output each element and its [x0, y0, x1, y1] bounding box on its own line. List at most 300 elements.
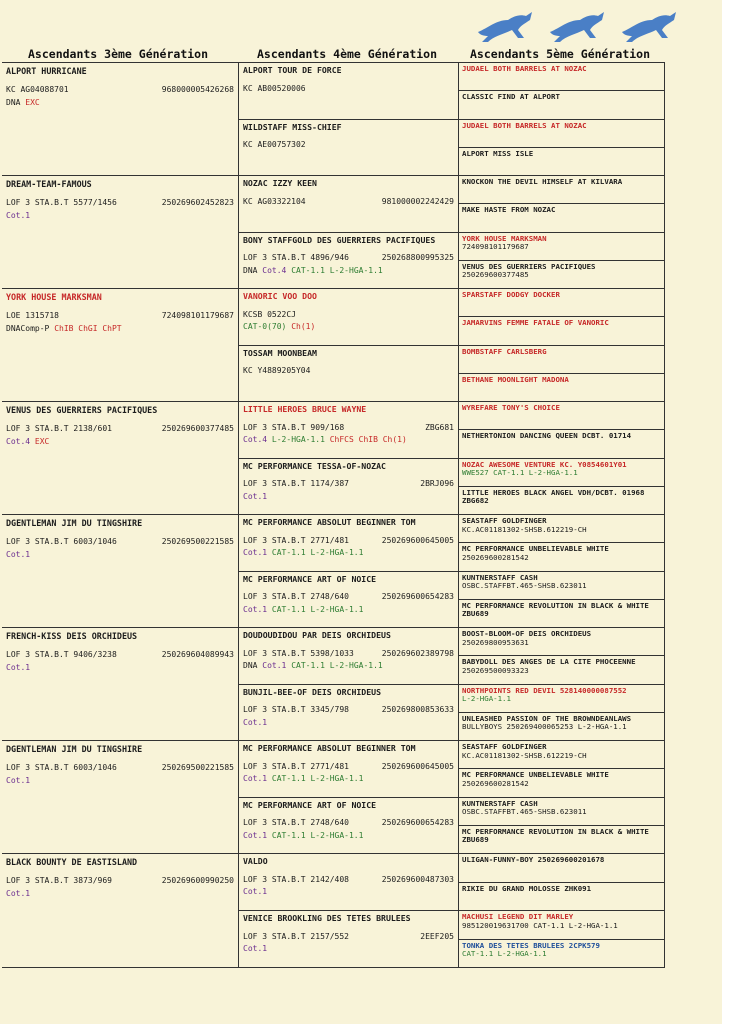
gen5-cell: [459, 911, 664, 939]
gen4-row: [239, 910, 664, 967]
gen3-cell: [2, 289, 239, 401]
gen5-cell: [459, 939, 664, 968]
gen5-cell: [459, 655, 664, 683]
dog-details: OSBC.STAFFBT.465-SHSB.623011: [462, 581, 587, 591]
dog-name: BOOST-BLOOM-OF DEIS ORCHIDEUS: [462, 630, 592, 638]
dog-name: MC PERFORMANCE ART OF NOICE: [243, 800, 377, 810]
header-gen3: Ascendants 3ème Génération: [28, 47, 209, 61]
pedigree-block: [2, 628, 664, 741]
dog-name: BETHANE MOONLIGHT MADONA: [462, 375, 569, 384]
dog-details: 250269800953631: [462, 637, 529, 647]
gen4-cell: [239, 854, 459, 910]
gen4-row: [239, 119, 664, 176]
title-tag: CAT-1.1 L-2-HGA-1.1: [271, 604, 364, 614]
pedigree-block: [2, 741, 664, 854]
dog-name: VALDO: [243, 857, 268, 866]
dog-name: JAMARVINS FEMME FATALE OF VANORIC: [462, 319, 609, 328]
pedigree-block: [2, 289, 664, 402]
title-tags: [6, 550, 234, 560]
title-tag: ChIB ChGI ChPT: [54, 323, 122, 333]
registration-line: [243, 875, 454, 885]
registration-line: [243, 818, 454, 828]
dog-name: DGENTLEMAN JIM DU TINGSHIRE: [6, 744, 143, 754]
running-dogs-logo: [474, 6, 684, 46]
gen5-cell: [459, 515, 664, 542]
gen5-cell: [459, 402, 664, 429]
registration-line: [6, 763, 234, 773]
title-tag: Cot.1: [6, 662, 31, 672]
title-tag: Cot.1: [243, 887, 268, 897]
dog-name: JUDAEL BOTH BARRELS AT NOZAC: [462, 65, 587, 73]
gen4-cell: [239, 402, 459, 458]
dog-name: DGENTLEMAN JIM DU TINGSHIRE: [6, 518, 143, 528]
gen5-column: [459, 854, 664, 910]
gen5-column: [459, 515, 664, 571]
gen4-cell: [239, 911, 459, 967]
gen4-5-group: [239, 289, 664, 401]
title-tag: CAT-1.1 L-2-HGA-1.1: [271, 548, 364, 558]
title-tag: Cot.1: [243, 830, 268, 840]
dog-name: NOZAC IZZY KEEN: [243, 179, 317, 188]
dog-name: MC PERFORMANCE ART OF NOICE: [243, 574, 377, 584]
dog-name: WYREFARE TONY'S CHOICE: [462, 404, 560, 412]
title-tag: DNA: [243, 661, 258, 671]
registration-number: LOF 3 STA.B.T 3873/969: [6, 876, 112, 886]
registration-number: LOF 3 STA.B.T 4896/946: [243, 253, 349, 263]
title-tag: Cot.1: [6, 888, 31, 898]
dog-name: BOMBSTAFF CARLSBERG: [462, 347, 547, 356]
title-tags: [243, 661, 454, 671]
header-gen4: Ascendants 4ème Génération: [257, 47, 438, 61]
registration-number: LOF 3 STA.B.T 6003/1046: [6, 763, 117, 773]
gen5-cell: [459, 486, 664, 514]
gen4-row: [239, 458, 664, 515]
registration-line: [243, 84, 454, 94]
registration-number: LOF 3 STA.B.T 3345/798: [243, 705, 349, 715]
registration-line: [243, 536, 454, 546]
registration-number: LOF 3 STA.B.T 2748/640: [243, 592, 349, 602]
registration-line: [243, 479, 454, 489]
gen3-cell: [2, 63, 239, 175]
gen4-row: [239, 232, 664, 289]
header-gen5: Ascendants 5ème Génération: [470, 47, 651, 61]
title-tag: Cot.1: [243, 944, 268, 954]
chip-number: 981000002242429: [381, 196, 454, 206]
registration-number: LOF 3 STA.B.T 5398/1033: [243, 648, 354, 658]
dog-details: WWE527 CAT-1.1 L-2-HGA-1.1: [462, 468, 578, 478]
registration-number: LOF 3 STA.B.T 2157/552: [243, 931, 349, 941]
gen5-column: [459, 289, 664, 345]
gen3-cell: [2, 402, 239, 514]
title-tag: CAT-0(70): [243, 322, 287, 332]
dog-name: MC PERFORMANCE ABSOLUT BEGINNER TOM: [243, 744, 416, 753]
gen5-cell: [459, 346, 664, 373]
title-tags: [243, 831, 454, 841]
gen5-cell: [459, 289, 664, 316]
registration-line: [6, 876, 234, 886]
title-tags: [243, 944, 454, 954]
pedigree-block: [2, 63, 664, 176]
gen4-row: [239, 741, 664, 797]
gen3-cell: [2, 741, 239, 853]
gen4-row: [239, 628, 664, 684]
registration-number: KC AG03322104: [243, 196, 306, 206]
gen5-cell: [459, 798, 664, 825]
registration-number: KC AG04088701: [6, 85, 69, 95]
dog-name: DREAM-TEAM-FAMOUS: [6, 179, 92, 189]
gen5-column: [459, 798, 664, 854]
gen5-cell: [459, 203, 664, 231]
dog-name: BLACK BOUNTY DE EASTISLAND: [6, 857, 138, 867]
chip-number: 2EEF205: [420, 931, 454, 941]
dog-details: 985120019631700 CAT-1.1 L-2-HGA-1.1: [462, 920, 618, 930]
dog-details: 250269600281542: [462, 778, 529, 788]
dog-details: 250269500093323: [462, 665, 529, 675]
pedigree-block: [2, 515, 664, 628]
gen5-cell: [459, 685, 664, 712]
chip-number: 250269600645005: [381, 761, 454, 771]
gen4-row: [239, 797, 664, 854]
dog-name: FRENCH-KISS DEIS ORCHIDEUS: [6, 631, 138, 641]
dog-name: MC PERFORMANCE REVOLUTION IN BLACK & WHITE ZBU689: [462, 601, 649, 619]
title-tags: [243, 266, 454, 276]
gen5-cell: [459, 90, 664, 118]
dog-name: NOZAC AWESOME VENTURE KC. Y0854601Y01: [462, 460, 627, 469]
gen4-cell: [239, 346, 459, 402]
registration-line: [243, 366, 454, 376]
gen4-5-group: [239, 741, 664, 853]
chip-number: 250269600645005: [381, 535, 454, 545]
gen4-row: [239, 289, 664, 345]
title-tag: CAT-1.1 L-2-HGA-1.1: [291, 661, 383, 671]
gen4-5-group: [239, 63, 664, 175]
registration-line: [6, 85, 234, 95]
dog-details: BULLYBOYS 250269400065253 L-2-HGA-1.1: [462, 722, 627, 732]
dog-name: ULIGAN-FUNNY-BOY 250269600201678: [462, 856, 605, 864]
gen4-row: [239, 345, 664, 402]
gen5-cell: [459, 120, 664, 147]
registration-number: LOF 3 STA.B.T 2142/408: [243, 874, 349, 884]
gen3-cell: [2, 176, 239, 288]
registration-line: [6, 537, 234, 547]
gen5-column: [459, 233, 664, 289]
title-tag: CAT-1.1 L-2-HGA-1.1: [271, 830, 364, 840]
dog-name: ALPORT HURRICANE: [6, 66, 87, 76]
gen5-column: [459, 628, 664, 684]
gen4-cell: [239, 798, 459, 854]
dog-details: KC.AC01181302-SHSB.612219-CH: [462, 524, 587, 534]
gen5-cell: [459, 373, 664, 401]
dog-name: BUNJIL-BEE-OF DEIS ORCHIDEUS: [243, 687, 382, 697]
dog-name: MC PERFORMANCE UNBELIEVABLE WHITE: [462, 545, 609, 554]
chip-number: 250269600654283: [381, 592, 454, 602]
title-tag: Cot.4: [243, 435, 268, 445]
title-tag: CAT-1.1 L-2-HGA-1.1: [271, 774, 364, 784]
gen5-cell: [459, 768, 664, 796]
title-tag: CAT-1.1 L-2-HGA-1.1: [291, 265, 383, 275]
dog-name: WILDSTAFF MISS-CHIEF: [243, 122, 342, 132]
registration-line: [243, 253, 454, 263]
dog-name: ALPORT TOUR DE FORCE: [243, 66, 342, 75]
gen4-cell: [239, 741, 459, 797]
pedigree-table: [2, 62, 665, 968]
gen4-cell: [239, 233, 459, 289]
dog-name: JUDAEL BOTH BARRELS AT NOZAC: [462, 121, 587, 130]
title-tags: [243, 435, 454, 445]
gen5-cell: [459, 741, 664, 768]
title-tags: [243, 322, 454, 332]
pedigree-block: [2, 854, 664, 967]
title-tag: L-2-HGA-1.1: [271, 435, 325, 445]
gen5-column: [459, 402, 664, 458]
dog-name: VENUS DES GUERRIERS PACIFIQUES: [462, 262, 596, 271]
title-tag: ChFCS ChIB Ch(1): [329, 435, 407, 445]
gen4-row: [239, 515, 664, 571]
gen5-column: [459, 741, 664, 797]
dog-name: MC PERFORMANCE ABSOLUT BEGINNER TOM: [243, 518, 416, 527]
gen4-row: [239, 176, 664, 232]
gen4-5-group: [239, 628, 664, 740]
dog-details: 250269600281542: [462, 552, 529, 562]
chip-number: 2BRJ096: [420, 479, 454, 489]
dog-name: MC PERFORMANCE TESSA-OF-NOZAC: [243, 461, 386, 471]
title-tag: Cot.1: [6, 775, 31, 785]
title-tags: [6, 663, 234, 673]
dog-name: MC PERFORMANCE REVOLUTION IN BLACK & WHITE ZBU689: [462, 827, 649, 845]
gen5-cell: [459, 233, 664, 260]
title-tags: [243, 548, 454, 558]
chip-number: ZBG681: [425, 422, 454, 432]
gen5-cell: [459, 572, 664, 599]
gen5-column: [459, 459, 664, 515]
title-tag: Cot.1: [243, 717, 268, 727]
chip-number: 250269600487303: [381, 874, 454, 884]
dog-details: 250269600377485: [462, 270, 529, 280]
registration-number: LOF 3 STA.B.T 1174/387: [243, 479, 349, 489]
gen4-5-group: [239, 515, 664, 627]
registration-number: LOF 3 STA.B.T 9406/3238: [6, 650, 117, 660]
gen5-column: [459, 911, 664, 967]
title-tags: [6, 211, 234, 221]
dog-name: VENICE BROOKLING DES TETES BRULEES: [243, 914, 411, 923]
title-tag: Cot.1: [6, 549, 31, 559]
dog-details: L-2-HGA-1.1: [462, 694, 511, 704]
title-tag: Cot.4: [262, 265, 287, 275]
chip-number: 250269600990250: [161, 876, 234, 886]
title-tags: [6, 437, 234, 447]
title-tags: [6, 776, 234, 786]
gen5-column: [459, 572, 664, 628]
registration-line: [243, 310, 454, 320]
dog-name: NORTHPOINTS RED DEVIL 528140000087552: [462, 686, 627, 695]
dog-name: YORK HOUSE MARKSMAN: [6, 292, 102, 302]
registration-line: [243, 423, 454, 433]
chip-number: 250269602389798: [381, 648, 454, 658]
gen4-cell: [239, 685, 459, 741]
registration-number: LOF 3 STA.B.T 2771/481: [243, 535, 349, 545]
title-tags: [243, 718, 454, 728]
gen4-row: [239, 571, 664, 628]
registration-line: [6, 424, 234, 434]
dog-details: KC.AC01181302-SHSB.612219-CH: [462, 750, 587, 760]
title-tag: Cot.1: [243, 604, 268, 614]
registration-line: [243, 140, 454, 150]
title-tag: Cot.1: [262, 661, 287, 671]
registration-number: LOF 3 STA.B.T 6003/1046: [6, 537, 117, 547]
dog-name: RIKIE DU GRAND MOLOSSE ZHK091: [462, 884, 592, 893]
title-tag: Ch(1): [291, 322, 316, 332]
dog-name: TOSSAM MOONBEAM: [243, 348, 317, 358]
gen5-cell: [459, 429, 664, 457]
registration-line: [243, 705, 454, 715]
title-tags: [6, 98, 234, 108]
gen4-cell: [239, 572, 459, 628]
registration-number: LOF 3 STA.B.T 2138/601: [6, 424, 112, 434]
title-tags: [243, 492, 454, 502]
pedigree-block: [2, 176, 664, 289]
registration-number: LOF 3 STA.B.T 2748/640: [243, 818, 349, 828]
registration-line: [243, 197, 454, 207]
gen4-cell: [239, 628, 459, 684]
dog-name: VENUS DES GUERRIERS PACIFIQUES: [6, 405, 158, 415]
chip-number: 250269602452823: [161, 198, 234, 208]
gen4-cell: [239, 63, 459, 119]
title-tags: [243, 605, 454, 615]
chip-number: 724098101179687: [161, 311, 234, 321]
gen5-cell: [459, 628, 664, 655]
dog-name: NETHERTONION DANCING QUEEN DCBT. 01714: [462, 432, 632, 441]
gen5-cell: [459, 260, 664, 288]
dog-details: OSBC.STAFFBT.465-SHSB.623011: [462, 807, 587, 817]
gen5-column: [459, 176, 664, 232]
dog-name: ALPORT MISS ISLE: [462, 149, 534, 158]
gen3-cell: [2, 515, 239, 627]
dog-name: SPARSTAFF DODGY DOCKER: [462, 291, 560, 299]
gen3-cell: [2, 854, 239, 967]
title-tag: DNA: [243, 265, 258, 275]
registration-line: [243, 649, 454, 659]
gen4-5-group: [239, 402, 664, 514]
registration-number: LOF 3 STA.B.T 2771/481: [243, 761, 349, 771]
dog-name: SEASTAFF GOLDFINGER: [462, 517, 547, 525]
gen5-cell: [459, 542, 664, 570]
gen4-row: [239, 63, 664, 119]
gen3-cell: [2, 628, 239, 740]
title-tag: Cot.1: [6, 210, 31, 220]
gen4-cell: [239, 120, 459, 176]
dog-name: SEASTAFF GOLDFINGER: [462, 743, 547, 751]
registration-number: KC AB00520006: [243, 83, 306, 93]
gen5-cell: [459, 882, 664, 911]
gen5-cell: [459, 599, 664, 627]
registration-number: LOE 1315718: [6, 311, 59, 321]
pedigree-block: [2, 402, 664, 515]
gen5-column: [459, 346, 664, 402]
gen5-column: [459, 685, 664, 741]
dog-name: BONY STAFFGOLD DES GUERRIERS PACIFIQUES: [243, 235, 436, 245]
gen4-row: [239, 402, 664, 458]
gen4-5-group: [239, 854, 664, 967]
chip-number: 250269600377485: [161, 424, 234, 434]
dog-details: 724098101179687: [462, 242, 529, 252]
dog-name: KUNTNERSTAFF CASH: [462, 799, 538, 808]
dog-name: MACHUSI LEGEND DIT MARLEY: [462, 913, 574, 921]
registration-line: [243, 932, 454, 942]
registration-number: KC Y4889205Y04: [243, 366, 311, 376]
gen4-row: [239, 854, 664, 910]
gen5-cell: [459, 825, 664, 853]
chip-number: 250268800995325: [381, 253, 454, 263]
chip-number: 250269500221585: [161, 537, 234, 547]
dog-name: LITTLE HEROES BLACK ANGEL VDH/DCBT. 01968 ZBG682: [462, 488, 645, 506]
chip-number: 250269604089943: [161, 650, 234, 660]
title-tag: EXC: [34, 436, 50, 446]
dog-name: MC PERFORMANCE UNBELIEVABLE WHITE: [462, 771, 609, 780]
gen4-cell: [239, 515, 459, 571]
chip-number: 250269500221585: [161, 763, 234, 773]
registration-number: KC AE00757302: [243, 140, 306, 150]
dog-name: KNOCKON THE DEVIL HIMSELF AT KILVARA: [462, 178, 623, 186]
title-tag: Cot.1: [243, 774, 268, 784]
gen5-column: [459, 63, 664, 119]
dog-name: KUNTNERSTAFF CASH: [462, 573, 538, 582]
registration-line: [6, 198, 234, 208]
chip-number: 250269600654283: [381, 818, 454, 828]
registration-number: LOF 3 STA.B.T 909/168: [243, 422, 345, 432]
gen4-row: [239, 684, 664, 741]
title-tag: Cot.1: [243, 548, 268, 558]
dog-name: BABYDOLL DES ANGES DE LA CITE PHOCEENNE: [462, 658, 636, 667]
title-tag: DNA: [6, 97, 21, 107]
registration-number: LOF 3 STA.B.T 5577/1456: [6, 198, 117, 208]
registration-line: [6, 311, 234, 321]
dog-name: VANORIC VOO DOO: [243, 292, 317, 301]
title-tag: Cot.4: [6, 436, 31, 446]
gen5-cell: [459, 712, 664, 740]
gen5-cell: [459, 316, 664, 344]
gen5-cell: [459, 176, 664, 203]
chip-number: 968000005426268: [161, 85, 234, 95]
dog-name: YORK HOUSE MARKSMAN: [462, 234, 547, 243]
gen5-cell: [459, 459, 664, 486]
registration-line: [243, 592, 454, 602]
chip-number: 250269800853633: [381, 705, 454, 715]
dog-name: UNLEASHED PASSION OF THE BROWNDEANLAWS: [462, 714, 632, 723]
title-tags: [243, 774, 454, 784]
dog-name: DOUDOUDIDOU PAR DEIS ORCHIDEUS: [243, 631, 391, 640]
dog-name: TONKA DES TETES BRULEES 2CPK579: [462, 941, 600, 950]
gen5-column: [459, 120, 664, 176]
dog-name: CLASSIC FIND AT ALPORT: [462, 93, 560, 102]
gen4-cell: [239, 459, 459, 515]
title-tags: [6, 324, 234, 334]
gen5-cell: [459, 63, 664, 90]
title-tag: EXC: [25, 97, 40, 107]
page-edge: [722, 0, 744, 1024]
gen4-cell: [239, 289, 459, 345]
registration-number: KCSB 0522CJ: [243, 309, 296, 319]
gen4-5-group: [239, 176, 664, 288]
registration-line: [243, 762, 454, 772]
title-tags: [243, 887, 454, 897]
gen4-cell: [239, 176, 459, 232]
dog-name: MAKE HASTE FROM NOZAC: [462, 206, 556, 215]
registration-line: [6, 650, 234, 660]
title-tags: [6, 889, 234, 899]
gen5-cell: [459, 854, 664, 882]
title-tag: Cot.1: [243, 491, 268, 501]
title-tag: DNAComp-P: [6, 323, 50, 333]
